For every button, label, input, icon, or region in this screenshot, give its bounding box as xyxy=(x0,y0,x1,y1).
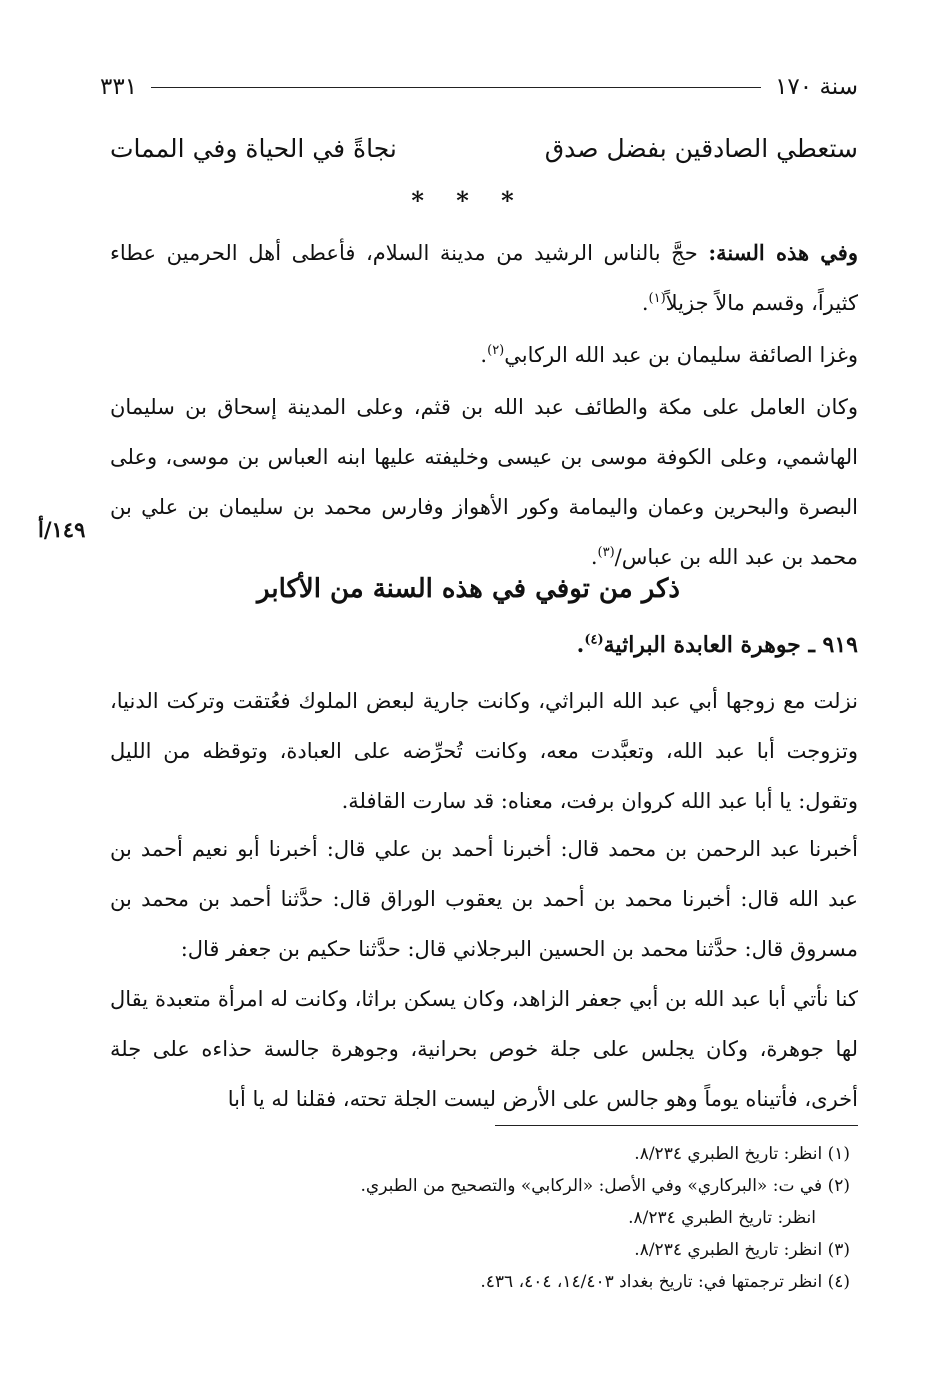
footnote-ref: (٤) xyxy=(584,632,604,648)
poem-verse xyxy=(110,128,858,168)
entry-heading: ٩١٩ ـ جوهرة العابدة البراثية$^{(٤)}$. xyxy=(576,632,858,658)
section-separator: * * * xyxy=(411,186,526,215)
header-rule xyxy=(151,87,761,88)
paragraph-text: حجَّ بالناس الرشيد من مدينة السلام، فأعطى أهل الحرمين عطاء كثيراً، وقسم مالاً جزيلاً xyxy=(110,241,858,315)
paragraph-narration: كنا نأتي أبا عبد الله بن أبي جعفر الزاهد، وكان يسكن براثا، وكانت له امرأة متعبدة يقال لها جوهرة، وكان يجلس على جلة خوص بحرانية، وجوهرة جالسة حذاءه على جلة أخرى، فأتيناه يوماً وهو جالس على الأرض ليست الجلة تحته، فقلنا له يا أبا xyxy=(110,987,858,1111)
footnote-2-continuation: انظر: تاريخ الطبري ٨/٢٣٤. xyxy=(628,1208,816,1228)
footnote-4: (٤) انظر ترجمتها في: تاريخ بغداد ١٤/٤٠٣، ٤٠٤، ٤٣٦. xyxy=(480,1272,850,1292)
entry-title: ٩١٩ ـ جوهرة العابدة البراثية xyxy=(603,632,858,658)
paragraph-biography: نزلت مع زوجها أبي عبد الله البراثي، وكانت جارية لبعض الملوك فعُتقت وتركت الدنيا، وتزوجت أبا عبد الله، وتعبَّدت معه، وكانت تُحرِّضه على العبادة، وتوقظه من الليل وتقول: يا أبا عبد الله كروان برفت، معناه: قد سارت القافلة. xyxy=(110,689,858,813)
paragraph-isnad: أخبرنا عبد الرحمن بن محمد قال: أخبرنا أحمد بن علي قال: أخبرنا أبو نعيم أحمد بن عبد الله قال: أخبرنا محمد بن أحمد بن يعقوب الوراق قال: حدَّثنا أحمد بن محمد بن مسروق قال: حدَّثنا محمد بن الحسين البرجلاني قال: حدَّثنا حكيم بن جعفر قال: xyxy=(110,837,858,961)
verse-hemistich-left: نجاةً في الحياة وفي الممات xyxy=(110,133,397,163)
footnote-ref: (٢) xyxy=(487,343,505,358)
footnotes xyxy=(110,1138,850,1298)
footnote-1: (١) انظر: تاريخ الطبري ٨/٢٣٤. xyxy=(634,1144,850,1164)
footnote-2: (٢) في ت: «البركاري» وفي الأصل: «الركابي» والتصحيح من الطبري. xyxy=(360,1176,850,1196)
paragraph-lead: وفي هذه السنة: xyxy=(708,240,858,265)
footnote-ref: (٣) xyxy=(597,545,615,560)
footnote-ref: (١) xyxy=(648,291,666,306)
page-number: ٣٣١ xyxy=(100,74,138,100)
paragraph-text: وغزا الصائفة سليمان بن عبد الله الركابي xyxy=(504,343,858,367)
paragraph-text: وكان العامل على مكة والطائف عبد الله بن قثم، وعلى المدينة إسحاق بن سليمان الهاشمي، وعلى الكوفة موسى بن عيسى وخليفته عليها ابنه العباس بن موسى، وعلى البصرة والبحرين وعمان واليمامة وكور الأهواز وفارس محمد بن سليمان بن علي بن محمد بن عبد الله بن عباس/ xyxy=(110,395,858,569)
running-header xyxy=(100,66,858,108)
year-label: سنة ١٧٠ xyxy=(775,74,858,100)
margin-folio-marker: ١٤٩/أ xyxy=(38,517,86,542)
verse-hemistich-right: ستعطي الصادقين بفضل صدق xyxy=(544,133,858,163)
paragraph-summer-raid: وغزا الصائفة سليمان بن عبد الله الركابي$^{(٢)}$. xyxy=(480,343,858,367)
footnote-3: (٣) انظر: تاريخ الطبري ٨/٢٣٤. xyxy=(634,1240,850,1260)
paragraph-hajj: وفي هذه السنة: حجَّ بالناس الرشيد من مدينة السلام، فأعطى أهل الحرمين عطاء كثيراً، وقسم مالاً جزيلاً$^{(١)}$. xyxy=(110,240,858,315)
section-heading: ذكر من توفي في هذه السنة من الأكابر xyxy=(256,574,680,604)
footnote-rule xyxy=(495,1125,858,1126)
paragraph-governors: وكان العامل على مكة والطائف عبد الله بن قثم، وعلى المدينة إسحاق بن سليمان الهاشمي، وعلى الكوفة موسى بن عيسى وخليفته عليها ابنه العباس بن موسى، وعلى البصرة والبحرين وعمان واليمامة وكور الأهواز وفارس محمد بن سليمان بن علي بن محمد بن عبد الله بن عباس/$^{(٣)}$. xyxy=(110,395,858,569)
